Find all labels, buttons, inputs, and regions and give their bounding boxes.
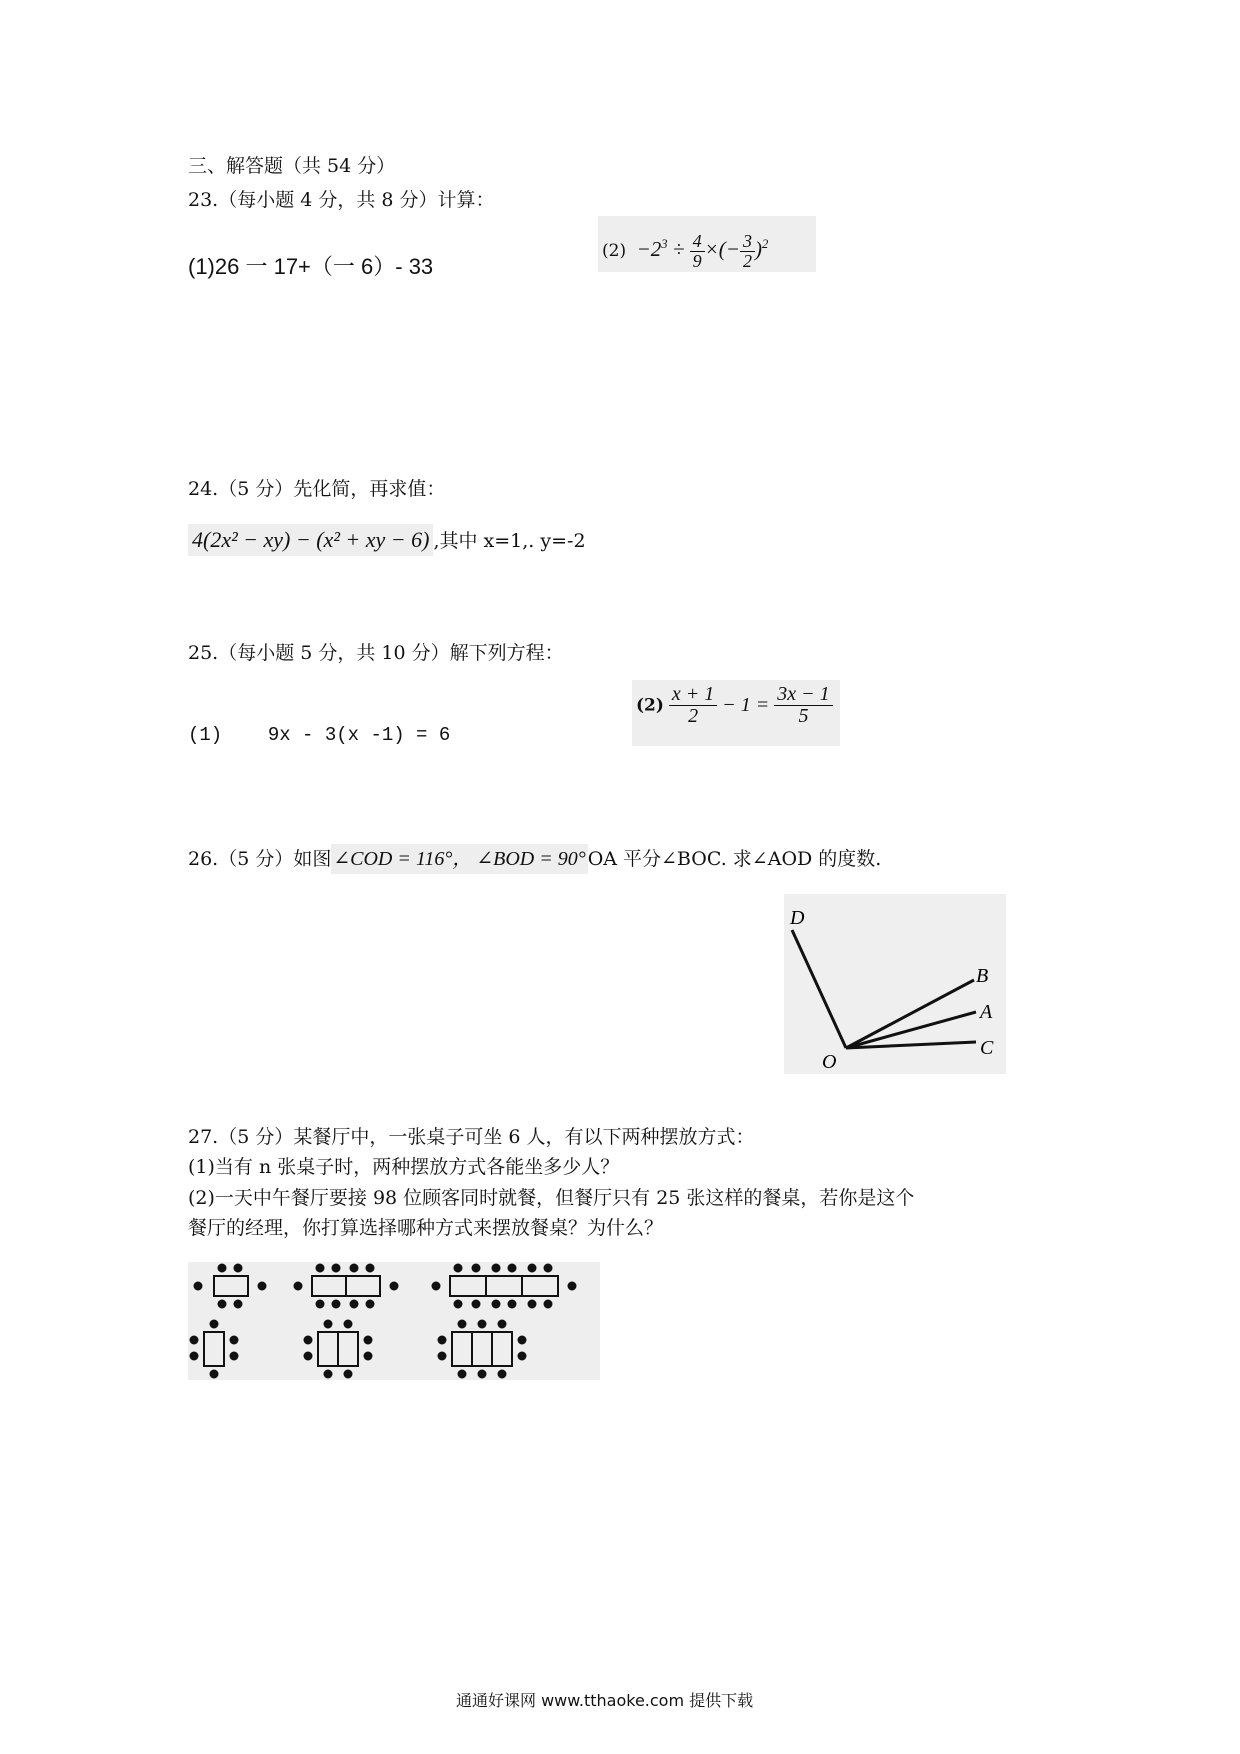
- q23-part2-label: (2): [602, 241, 627, 261]
- q26-cond2: ∠BOD = 90°: [474, 844, 587, 874]
- label-o: O: [822, 1051, 837, 1073]
- q23-frac2-num: 3: [740, 232, 755, 252]
- q25-part2-equation: [632, 680, 840, 746]
- q25-frac1: [669, 684, 717, 727]
- figure-background: [188, 1262, 600, 1380]
- label-c: C: [980, 1037, 994, 1059]
- q25-header: 25.（每小题 5 分，共 10 分）解下列方程：: [188, 642, 564, 664]
- q27-line3: (2)一天中午餐厅要接 98 位顾客同时就餐，但餐厅只有 25 张这样的餐桌，若你是这个: [188, 1187, 915, 1209]
- label-b: B: [976, 965, 989, 987]
- q23-frac2-den: 2: [742, 250, 752, 271]
- q25-part1: [188, 724, 450, 746]
- q23-part2-expression: [598, 216, 816, 272]
- q25-frac1-den: 2: [688, 705, 699, 727]
- q25-frac2-den: 5: [798, 705, 809, 727]
- q25-part1-label: (1): [188, 724, 223, 746]
- q24-header: 24.（5 分）先化简，再求值：: [188, 478, 446, 500]
- q24-expression: 4(2x² − xy) − (x² + xy − 6): [188, 524, 433, 556]
- q26-line: [188, 844, 881, 876]
- q23-header: 23.（每小题 4 分，共 8 分）计算：: [188, 189, 495, 211]
- q23-div: ÷: [667, 237, 690, 261]
- label-a: A: [980, 1001, 993, 1023]
- q26-cond1: ∠COD = 116°，: [331, 844, 474, 874]
- q25-part1-equation: 9x - 3(x -1) = 6: [267, 724, 451, 746]
- section-heading: 三、解答题（共 54 分）: [188, 155, 396, 177]
- q26-header: 26.（5 分）如图: [188, 848, 332, 870]
- q25-frac2: [774, 684, 832, 727]
- q26-tail: OA 平分∠BOC. 求∠AOD 的度数.: [587, 848, 882, 870]
- label-d: D: [790, 907, 805, 929]
- q24-tail: ,其中 x=1,. y=-2: [433, 530, 586, 552]
- q23-frac1: [690, 232, 705, 271]
- footer-credit: 通通好课网 www.tthaoke.com 提供下载: [456, 1691, 754, 1710]
- q23-exp-a: 3: [661, 237, 668, 251]
- q25-frac2-num: 3x − 1: [774, 684, 832, 706]
- q27-line2: (1)当有 n 张桌子时，两种摆放方式各能坐多少人？: [188, 1156, 620, 1178]
- q27-line1: 27.（5 分）某餐厅中，一张桌子可坐 6 人，有以下两种摆放方式：: [188, 1126, 755, 1148]
- angle-diagram: [784, 894, 1006, 1074]
- q23-frac1-num: 4: [690, 232, 705, 252]
- q25-mid: − 1 =: [717, 694, 775, 716]
- q25-frac1-num: x + 1: [669, 684, 717, 706]
- q23-frac1-den: 9: [692, 250, 702, 271]
- q23-exp-b: 2: [761, 237, 769, 251]
- q23-term-a: −2: [636, 237, 662, 261]
- q23-times: ×(−: [704, 237, 740, 261]
- q25-part2-label: (2): [636, 695, 664, 716]
- q27-line4: 餐厅的经理，你打算选择哪种方式来摆放餐桌？为什么？: [188, 1217, 664, 1239]
- q23-part1: (1)26 一 17+（一 6）- 33: [188, 254, 434, 279]
- q23-close: ): [754, 237, 762, 261]
- q24-line: [188, 524, 586, 556]
- q23-frac2: [740, 232, 755, 271]
- table-arrangement-figure: [188, 1262, 600, 1380]
